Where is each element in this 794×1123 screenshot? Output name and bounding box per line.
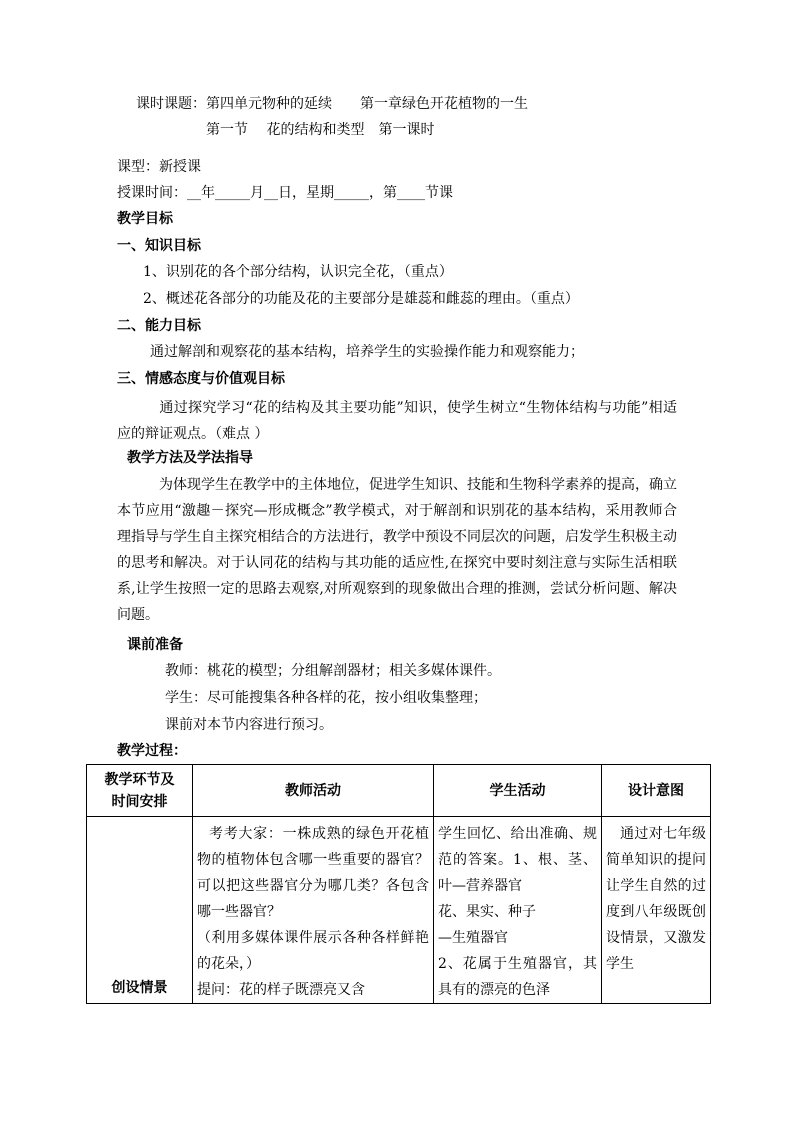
ability-heading: 二、能力目标 <box>117 318 201 334</box>
lesson-type: 课型：新授课 <box>117 159 201 175</box>
teacher-activity-cell: 考考大家：一株成熟的绿色开花植物的植物体包含哪一些重要的器官？可以把这些器官分为哪几类？各包含哪一些器官？ （利用多媒体课件展示各种各样鲜艳的花朵，） 提问：花的样子既漂亮又含 <box>193 817 434 1004</box>
emotion-heading: 三、情感态度与价值观目标 <box>117 371 285 387</box>
lesson-topic-line1: 课时课题：第四单元物种的延续 第一章绿色开花植物的一生 <box>136 96 528 112</box>
prep-teacher: 教师：桃花的模型；分组解剖器材；相关多媒体课件。 <box>165 663 501 679</box>
header-stage: 教学环节及时间安排 <box>87 765 193 817</box>
header-teacher: 教师活动 <box>193 765 434 817</box>
header-design: 设计意图 <box>602 765 711 817</box>
student-activity-cell: 学生回忆、给出准确、规范的答案。1、根、茎、叶—营养器官 花、果实、种子 —生殖器官 2、花属于生殖器官，其具有的漂亮的色泽 <box>434 817 602 1004</box>
header-student: 学生活动 <box>434 765 602 817</box>
table-row <box>87 817 711 1004</box>
prep-student: 学生：尽可能搜集各种各样的花，按小组收集整理； <box>165 690 487 706</box>
lesson-process-table <box>86 764 711 1004</box>
objectives-heading: 教学目标 <box>117 211 173 227</box>
emotion-text: 通过探究学习“花的结构及其主要功能”知识，使学生树立“生物体结构与功能”相适应的辩证观点。（难点 ） <box>117 400 677 442</box>
table-header-row <box>87 765 711 817</box>
prep-preview: 课前对本节内容进行预习。 <box>165 717 333 733</box>
design-intent-cell: 通过对七年级简单知识的提问让学生自然的过度到八年级既创设情景，又激发学生 <box>602 817 711 1004</box>
knowledge-item-1: 1、识别花的各个部分结构，认识完全花，（重点） <box>143 264 453 280</box>
lesson-time: 授课时间：__年_____月__日，星期_____，第____节课 <box>117 185 453 201</box>
methods-heading: 教学方法及学法指导 <box>127 450 253 466</box>
methods-text: 为体现学生在教学中的主体地位，促进学生知识、技能和生物科学素养的提高，确立本节应用“激趣－探究—形成概念”教学模式，对于解剖和识别花的基本结构，采用教师合理指导与学生自主探究相结合的方法进行，教学中预设不同层次的问题，启发学生积极主动的思考和解决。对于认同花的结构与其功能的适应性,在探究中要时刻注意与实际生活相联系,让学生按照一定的思路去观察,对所观察到的现象做出合理的推测，尝试分析问题、解决问题。 <box>117 477 677 623</box>
ability-text: 通过解剖和观察花的基本结构，培养学生的实验操作能力和观察能力； <box>150 344 584 360</box>
prep-heading: 课前准备 <box>127 637 183 653</box>
knowledge-item-2: 2、概述花各部分的功能及花的主要部分是雄蕊和雌蕊的理由。（重点） <box>143 291 579 307</box>
lesson-topic-line2: 第一节 花的结构和类型 第一课时 <box>206 122 435 138</box>
process-heading: 教学过程： <box>117 743 187 759</box>
knowledge-heading: 一、知识目标 <box>117 238 201 254</box>
stage-cell: 创设情景 <box>87 817 193 1004</box>
